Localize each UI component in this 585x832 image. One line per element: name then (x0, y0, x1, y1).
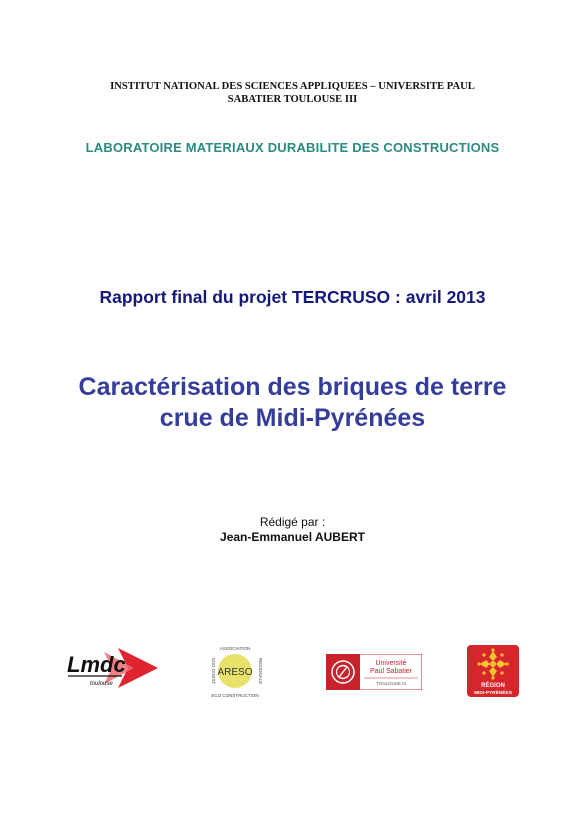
areso-top-text: ASSOCIATION (219, 646, 251, 651)
author-label: Rédigé par : (259, 515, 326, 529)
institute-line-2: SABATIER TOULOUSE III (227, 94, 358, 105)
ups-line-2: Paul Sabatier (369, 668, 413, 675)
lmdc-logo-text: Lmdc (67, 652, 126, 677)
report-subtitle: Rapport final du projet TERCRUSO : avril 2013 (99, 287, 486, 307)
areso-bottom-text: ECO CONSTRUCTION (211, 693, 259, 698)
areso-left-text: SUD OUEST (211, 657, 216, 685)
areso-right-text: REGIONALE (258, 657, 263, 685)
region-line-1: RÉGION (481, 683, 505, 689)
institute-header (60, 80, 525, 106)
report-title-line-2: crue de Midi-Pyrénées (159, 404, 426, 432)
region-line-2: MIDI-PYRÉNÉES (474, 691, 512, 696)
author-name: Jean-Emmanuel AUBERT (220, 530, 365, 544)
report-title (30, 372, 555, 434)
ups-line-1: Université (375, 660, 407, 667)
region-logo (467, 645, 519, 697)
areso-logo (206, 642, 264, 700)
ups-logo (326, 654, 422, 690)
areso-logo-text: ARESO (217, 667, 253, 678)
ups-line-3: TOULOUSE III (376, 681, 406, 686)
lmdc-logo (64, 646, 158, 690)
laboratory-name: LABORATOIRE MATERIAUX DURABILITE DES CONSTRUCTIONS (85, 140, 500, 155)
lmdc-logo-subtext: toulouse (90, 681, 113, 687)
report-title-line-1: Caractérisation des briques de terre (78, 373, 507, 401)
institute-line-1: INSTITUT NATIONAL DES SCIENCES APPLIQUEES – UNIVERSITE PAUL (110, 81, 475, 92)
